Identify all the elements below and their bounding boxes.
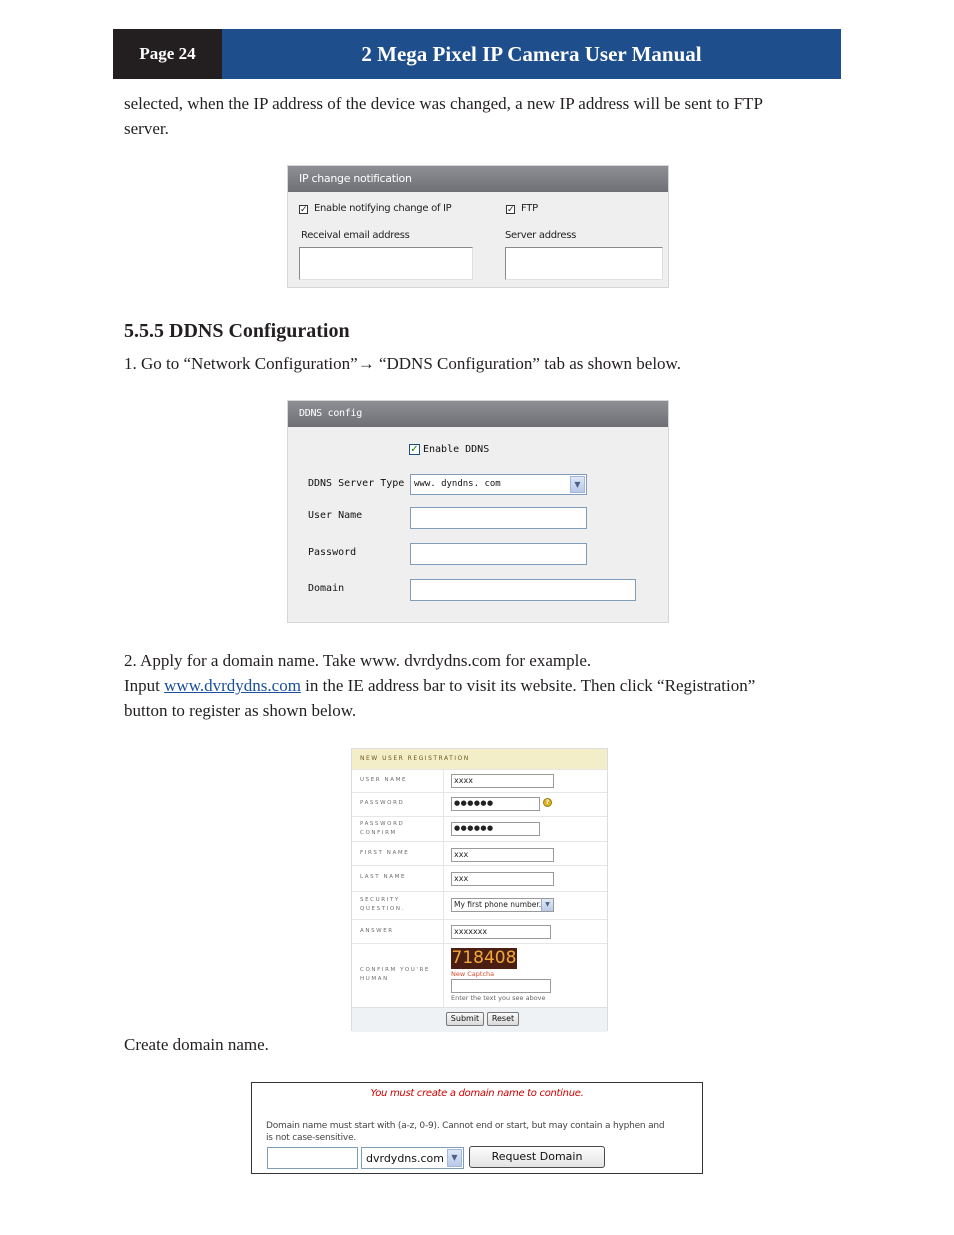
ftp-label: FTP bbox=[521, 203, 538, 214]
reg-last-name-input[interactable]: xxx bbox=[451, 872, 554, 886]
ddns-panel bbox=[287, 400, 669, 623]
reg-user-name-input[interactable]: xxxx bbox=[451, 774, 554, 788]
domain-suffix-select[interactable] bbox=[361, 1147, 464, 1169]
reg-security-label-2: QUESTION. bbox=[360, 906, 405, 912]
reg-row-password bbox=[352, 792, 607, 817]
step-2-line-3: button to register as shown below. bbox=[124, 701, 357, 720]
captcha-input[interactable] bbox=[451, 979, 551, 993]
registration-title: NEW USER REGISTRATION bbox=[352, 749, 607, 769]
reg-answer-input[interactable]: xxxxxxx bbox=[451, 925, 551, 939]
domain-label: Domain bbox=[308, 583, 345, 594]
enable-notify-checkbox[interactable]: ✓ bbox=[300, 205, 308, 215]
step-1-text: 1. Go to “Network Configuration”→ “DDNS Configuration” tab as shown below. bbox=[124, 354, 681, 373]
domain-rule-line-1: Domain name must start with (a-z, 0-9). Cannot end or start, but may contain a hyphen and bbox=[266, 1121, 665, 1131]
create-domain-caption: Create domain name. bbox=[124, 1035, 269, 1054]
password-input[interactable] bbox=[410, 543, 587, 565]
email-textarea[interactable] bbox=[299, 247, 473, 280]
domain-rule-line-2: is not case-sensitive. bbox=[266, 1133, 357, 1143]
reg-answer-label: ANSWER bbox=[360, 928, 394, 934]
domain-rules bbox=[266, 1120, 696, 1144]
enable-ddns-label: Enable DDNS bbox=[423, 444, 490, 455]
reg-row-last-name bbox=[352, 865, 607, 890]
dvrdydns-link[interactable]: www.dvrdydns.com bbox=[164, 676, 301, 695]
intro-line-2: server. bbox=[124, 119, 169, 138]
create-domain-box bbox=[251, 1082, 703, 1174]
chevron-down-icon[interactable]: ▼ bbox=[570, 476, 585, 493]
server-type-label: DDNS Server Type bbox=[308, 478, 405, 489]
domain-suffix-value: dvrdydns.com bbox=[366, 1152, 444, 1165]
reg-first-name-label: FIRST NAME bbox=[360, 850, 410, 856]
reg-human-label-1: CONFIRM YOU'RE bbox=[360, 967, 431, 973]
reg-password-confirm-label-2: CONFIRM bbox=[360, 830, 397, 836]
reg-password-confirm-label bbox=[360, 820, 440, 838]
reg-row-user-name bbox=[352, 769, 607, 793]
reg-row-captcha bbox=[352, 943, 607, 1008]
reg-security-select[interactable] bbox=[451, 898, 554, 912]
reg-human-label bbox=[360, 966, 440, 984]
reg-password-input[interactable]: ●●●●●● bbox=[451, 797, 540, 811]
enable-ddns-checkbox[interactable]: ✓ bbox=[410, 444, 419, 455]
reg-last-name-label: LAST NAME bbox=[360, 874, 407, 880]
request-domain-button[interactable]: Request Domain bbox=[469, 1146, 605, 1168]
reg-security-label bbox=[360, 896, 440, 914]
page-number: Page 24 bbox=[113, 29, 222, 79]
domain-input[interactable] bbox=[410, 579, 636, 601]
ip-change-panel bbox=[287, 165, 669, 288]
reg-row-first-name bbox=[352, 841, 607, 866]
reg-human-label-2: HUMAN bbox=[360, 976, 389, 982]
reg-row-answer bbox=[352, 919, 607, 944]
step-2-input-word: Input bbox=[124, 676, 165, 695]
intro-line-1: selected, when the IP address of the device was changed, a new IP address will be sent to FTP bbox=[124, 94, 763, 113]
reg-security-label-1: SECURITY bbox=[360, 897, 400, 903]
step-2-line-2-rest: in the IE address bar to visit its website. Then click “Registration” bbox=[300, 676, 756, 695]
domain-warning: You must create a domain name to continue. bbox=[370, 1088, 584, 1099]
submit-button[interactable]: Submit bbox=[446, 1012, 484, 1026]
reg-password-label: PASSWORD bbox=[360, 800, 405, 806]
server-type-value: www. dyndns. com bbox=[414, 479, 501, 489]
user-name-label: User Name bbox=[308, 510, 363, 521]
step-2-line-2 bbox=[124, 673, 834, 698]
registration-form bbox=[351, 748, 608, 1031]
reg-row-password-confirm bbox=[352, 816, 607, 842]
reg-button-bar bbox=[352, 1007, 607, 1032]
chevron-down-icon[interactable]: ▼ bbox=[447, 1149, 462, 1167]
captcha-hint: Enter the text you see above bbox=[451, 994, 546, 1002]
reg-user-name-label: USER NAME bbox=[360, 777, 408, 783]
reg-row-security-question bbox=[352, 891, 607, 920]
help-icon[interactable]: ? bbox=[543, 798, 552, 807]
reg-password-confirm-label-1: PASSWORD bbox=[360, 821, 405, 827]
ddns-panel-title: DDNS config bbox=[288, 401, 668, 427]
server-textarea[interactable] bbox=[505, 247, 663, 280]
step-2-line-1: 2. Apply for a domain name. Take www. dvrdydns.com for example. bbox=[124, 651, 592, 670]
email-label: Receival email address bbox=[301, 230, 410, 241]
new-captcha-link[interactable]: New Captcha bbox=[451, 970, 495, 978]
password-label: Password bbox=[308, 547, 357, 558]
reg-security-value: My first phone number. bbox=[454, 900, 542, 909]
server-type-select[interactable] bbox=[410, 474, 587, 495]
manual-title: 2 Mega Pixel IP Camera User Manual bbox=[222, 29, 841, 79]
domain-name-input[interactable] bbox=[267, 1147, 358, 1169]
chevron-down-icon[interactable]: ▼ bbox=[541, 899, 553, 911]
user-name-input[interactable] bbox=[410, 507, 587, 529]
ip-change-panel-title: IP change notification bbox=[288, 166, 668, 192]
section-heading: 5.5.5 DDNS Configuration bbox=[124, 320, 350, 342]
server-label: Server address bbox=[505, 230, 577, 241]
reset-button[interactable]: Reset bbox=[487, 1012, 519, 1026]
captcha-image: 718408 bbox=[451, 948, 517, 968]
reg-first-name-input[interactable]: xxx bbox=[451, 848, 554, 862]
ftp-checkbox[interactable]: ✓ bbox=[507, 205, 515, 215]
enable-notify-label: Enable notifying change of IP bbox=[314, 203, 452, 214]
reg-password-confirm-input[interactable]: ●●●●●● bbox=[451, 822, 540, 836]
